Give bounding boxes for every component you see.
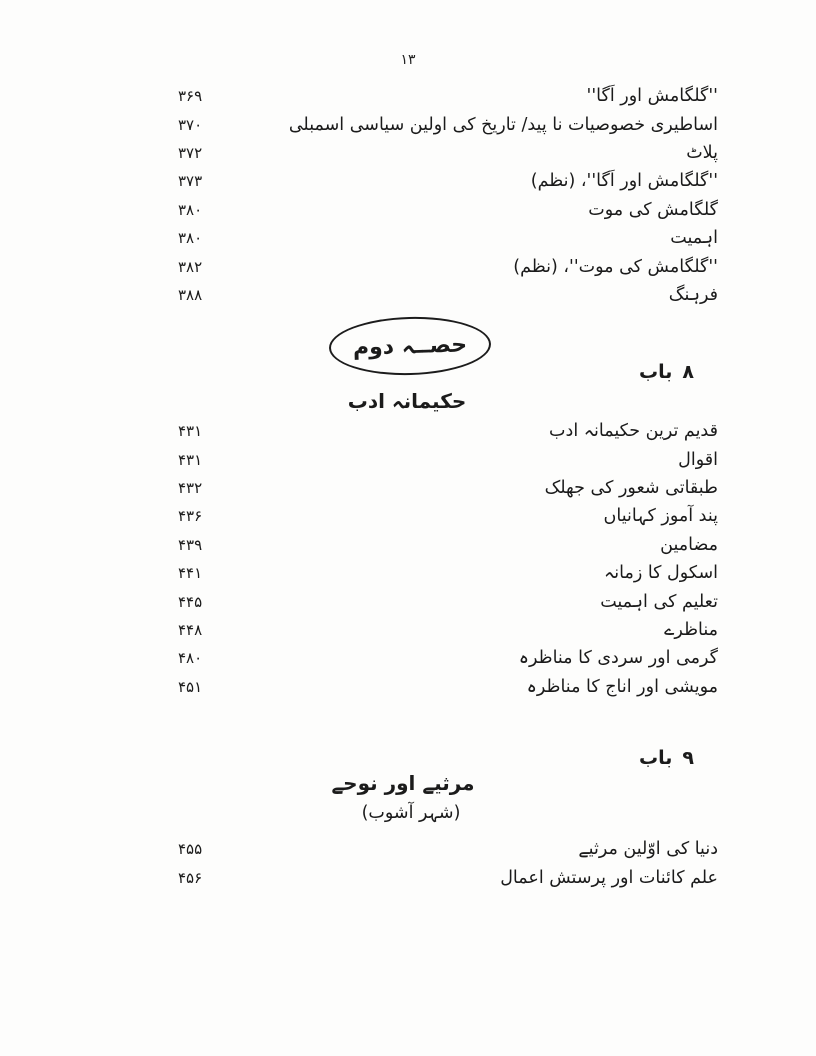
toc-page-number: ۳۷۳	[178, 172, 203, 191]
toc-row	[178, 502, 718, 530]
toc-page-number: ۴۴۵	[178, 592, 203, 611]
chapter-9-heading	[178, 747, 694, 769]
toc-page-number: ۴۵۶	[178, 868, 203, 887]
toc-page-number: ۳۶۹	[178, 87, 203, 106]
toc-page-number: ۴۳۱	[178, 422, 203, 441]
toc-entry-title: گلگامش کی موت	[588, 199, 718, 220]
toc-row	[178, 474, 718, 502]
toc-page-number: ۳۸۲	[178, 257, 203, 276]
toc-row	[178, 644, 718, 672]
chapter-9-subtitle: (شہر آشوب)	[361, 803, 461, 824]
toc-entry-title: اساطیری خصوصیات نا پید/ تاریخ کی اولین سیاسی اسمبلی	[288, 114, 718, 135]
toc-entry-title: مناظرے	[664, 620, 718, 641]
toc-row	[178, 417, 718, 445]
toc-entry-title: ''گلگامش اور اَگا''، (نظم)	[530, 171, 718, 192]
toc-page-number: ۴۴۸	[178, 621, 203, 640]
toc-entry-title: گرمی اور سردی کا مناظرہ	[518, 648, 718, 669]
toc-row	[178, 673, 718, 701]
toc-entry-title: قدیم ترین حکیمانہ ادب	[549, 421, 718, 442]
toc-row	[178, 110, 718, 138]
toc-page-number: ۴۳۹	[178, 535, 203, 554]
toc-row	[178, 863, 718, 891]
toc-page-number: ۳۷۲	[178, 143, 203, 162]
toc-row	[178, 252, 718, 280]
chapter-9-title: مرثیے اور نوحے	[331, 771, 475, 796]
toc-row	[178, 446, 718, 474]
toc-row	[178, 139, 718, 167]
toc-page-number: ۴۳۲	[178, 479, 203, 498]
toc-page-number: ۴۸۰	[178, 649, 203, 668]
toc-entry-title: ''گلگامش کی موت''، (نظم)	[513, 256, 718, 277]
toc-entry-title: مویشی اور اناج کا مناظرہ	[526, 676, 718, 697]
toc-row	[178, 587, 718, 615]
toc-entry-title: دنیا کی اوّلین مرثیے	[578, 839, 718, 860]
toc-row	[178, 559, 718, 587]
toc-page-number: ۴۳۱	[178, 450, 203, 469]
chapter-label: باب	[639, 747, 673, 770]
toc-page-number: ۴۳۶	[178, 507, 203, 526]
toc-row	[178, 167, 718, 195]
toc-entry-title: پلاٹ	[686, 142, 718, 163]
toc-entry-title: فرہنگ	[668, 284, 718, 305]
toc-page-number: ۳۷۰	[178, 115, 203, 134]
toc-page-number: ۴۵۱	[178, 677, 203, 696]
toc-row	[178, 82, 718, 110]
toc-entry-title: اہمیت	[670, 228, 718, 249]
toc-row	[178, 835, 718, 863]
part-divider-label: حصــہ دوم	[352, 332, 468, 361]
folio-page-number: ۱۳	[400, 52, 416, 68]
chapter-number: ۸	[682, 361, 694, 384]
toc-entry-title: اقوال	[678, 449, 718, 470]
toc-row	[178, 616, 718, 644]
toc-entry-title: طبقاتی شعور کی جھلک	[544, 478, 718, 499]
toc-page-number: ۳۸۰	[178, 229, 203, 248]
toc-page-number: ۴۴۱	[178, 564, 203, 583]
toc-entry-title: تعلیم کی اہمیت	[600, 591, 718, 612]
toc-row	[178, 281, 718, 309]
toc-page-number: ۴۵۵	[178, 840, 203, 859]
toc-page-number: ۳۸۸	[178, 285, 203, 304]
chapter-8-title: حکیمانہ ادب	[347, 389, 467, 414]
toc-entry-title: مضامین	[660, 534, 718, 555]
toc-entry-title: اسکول کا زمانہ	[603, 563, 718, 584]
toc-row	[178, 224, 718, 252]
toc-entry-title: ''گلگامش اور اَگا''	[586, 86, 718, 107]
toc-entry-title: پند آموز کہانیاں	[603, 506, 718, 527]
toc-content	[0, 68, 816, 892]
toc-row	[178, 531, 718, 559]
toc-page-number: ۳۸۰	[178, 200, 203, 219]
toc-entry-title: علم کائنات اور پرستش اعمال	[500, 867, 718, 888]
toc-row	[178, 196, 718, 224]
chapter-label: باب	[639, 361, 673, 384]
chapter-number: ۹	[682, 747, 694, 770]
